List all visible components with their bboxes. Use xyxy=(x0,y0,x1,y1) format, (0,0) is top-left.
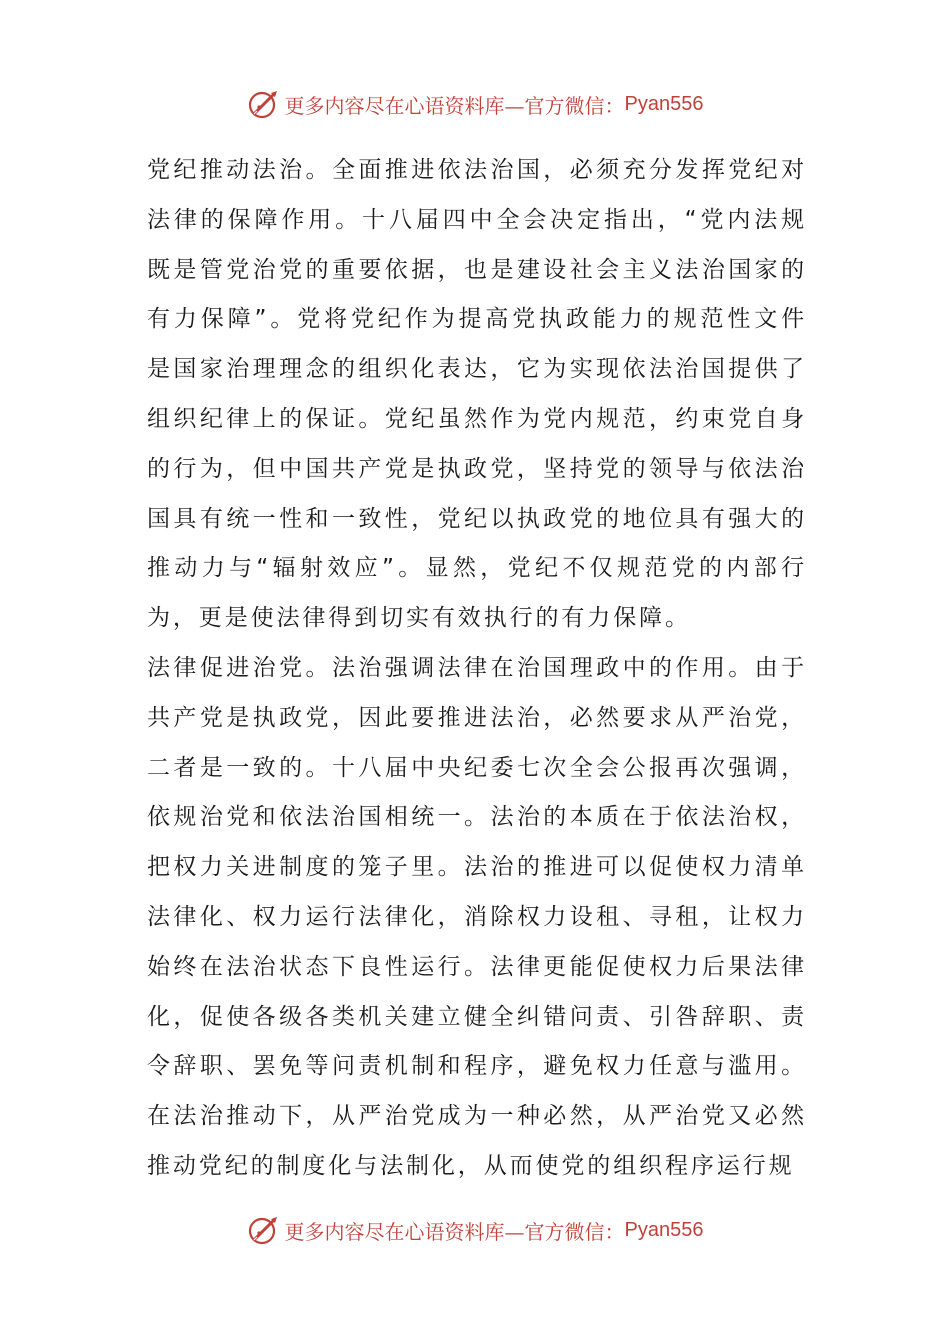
footer-banner xyxy=(0,1210,950,1250)
paragraph-party-discipline: 党纪推动法治。全面推进依法治国，必须充分发挥党纪对法律的保障作用。十八届四中全会决定指出，“党内法规既是管党治党的重要依据，也是建设社会主义法治国家的有力保障”。党将党纪作为提高党执政能力的规范性文件是国家治理理念的组织化表达，它为实现依法治国提供了组织纪律上的保证。党纪虽然作为党内规范，约束党自身的行为，但中国共产党是执政党，坚持党的领导与依法治国具有统一性和一致性，党纪以执政党的地位具有强大的推动力与“辐射效应”。显然，党纪不仅规范党的内部行为，更是使法律得到切实有效执行的有力保障。 xyxy=(147,157,807,632)
footer-banner-wechat-id: Pyan556 xyxy=(624,1218,704,1241)
pen-logo-icon xyxy=(247,1213,281,1247)
header-banner-text: 更多内容尽在心语资料库—官方微信： xyxy=(284,93,625,118)
document-body xyxy=(147,146,807,1192)
pen-logo-icon xyxy=(247,87,281,121)
footer-banner-text: 更多内容尽在心语资料库—官方微信： xyxy=(284,1219,625,1244)
header-banner-wechat-id: Pyan556 xyxy=(624,92,704,115)
header-banner xyxy=(0,84,950,124)
paragraph-law-governs-party: 法律促进治党。法治强调法律在治国理政中的作用。由于共产党是执政党，因此要推进法治，必然要求从严治党，二者是一致的。十八届中央纪委七次全会公报再次强调，依规治党和依法治国相统一。法治的本质在于依法治权，把权力关进制度的笼子里。法治的推进可以促使权力清单法律化、权力运行法律化，消除权力设租、寻租，让权力始终在法治状态下良性运行。法律更能促使权力后果法律化，促使各级各类机关建立健全纠错问责、引咎辞职、责令辞职、罢免等问责机制和程序，避免权力任意与滥用。在法治推动下，从严治党成为一种必然，从严治党又必然推动党纪的制度化与法制化，从而使党的组织程序运行规 xyxy=(147,654,807,1179)
